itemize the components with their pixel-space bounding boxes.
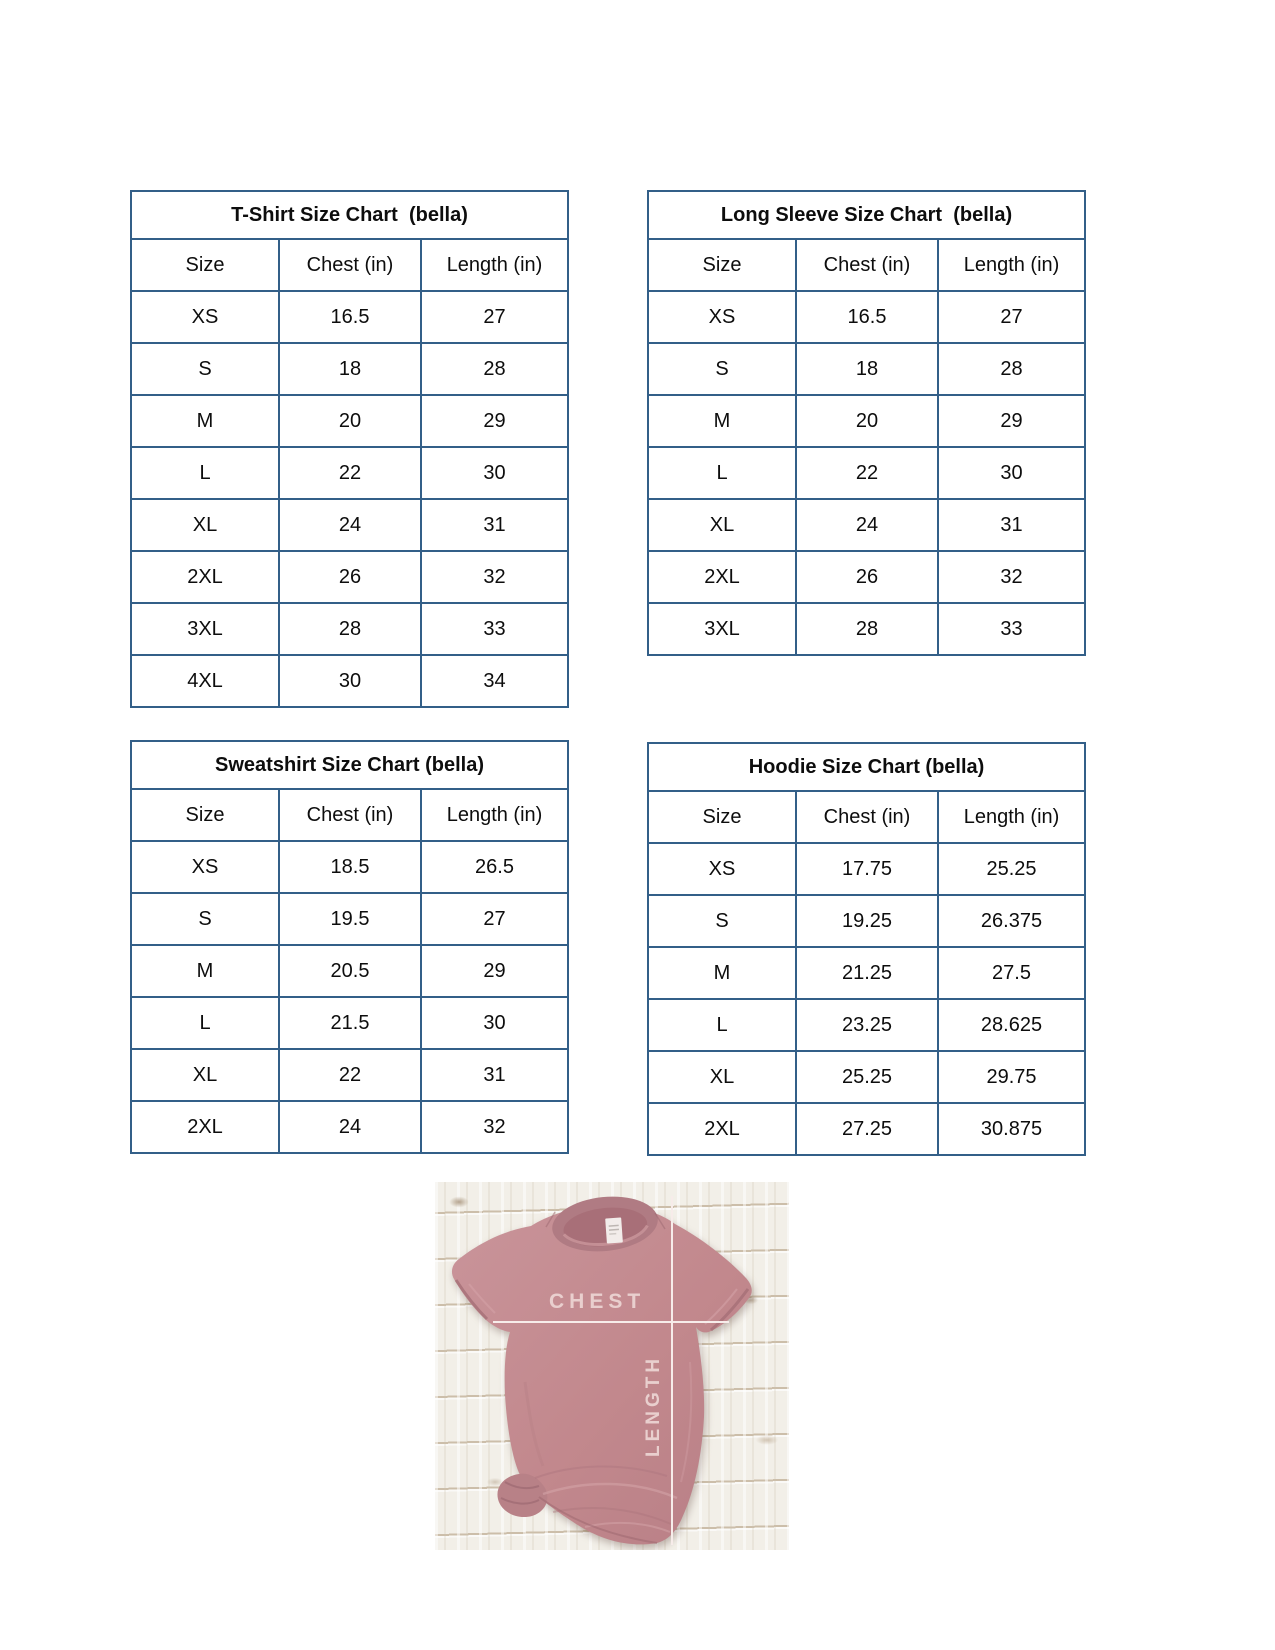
chest-cell: 19.25 — [796, 895, 938, 947]
table-row — [131, 291, 568, 343]
table-row — [131, 603, 568, 655]
chest-cell: 18.5 — [279, 841, 421, 893]
header-size: Size — [131, 789, 279, 841]
table-row — [131, 343, 568, 395]
length-cell: 31 — [938, 499, 1085, 551]
size-cell: XL — [648, 499, 796, 551]
table-title-row — [131, 191, 568, 239]
header-chest: Chest (in) — [796, 791, 938, 843]
header-chest: Chest (in) — [279, 239, 421, 291]
table-title: Sweatshirt Size Chart (bella) — [131, 741, 568, 789]
length-cell: 34 — [421, 655, 568, 707]
table-row — [131, 945, 568, 997]
table-row — [131, 1101, 568, 1153]
header-length: Length (in) — [938, 239, 1085, 291]
length-cell: 27 — [421, 893, 568, 945]
table-title-row — [648, 743, 1085, 791]
length-cell: 28 — [938, 343, 1085, 395]
chest-cell: 19.5 — [279, 893, 421, 945]
size-cell: XS — [131, 841, 279, 893]
length-cell: 32 — [421, 1101, 568, 1153]
size-cell: XS — [648, 843, 796, 895]
size-cell: 2XL — [648, 551, 796, 603]
table-title-row — [648, 191, 1085, 239]
tshirt-graphic — [435, 1182, 789, 1550]
size-cell: M — [648, 947, 796, 999]
length-cell: 27.5 — [938, 947, 1085, 999]
chest-cell: 22 — [279, 1049, 421, 1101]
table-row — [131, 997, 568, 1049]
chest-cell: 28 — [279, 603, 421, 655]
table-row — [131, 551, 568, 603]
length-cell: 25.25 — [938, 843, 1085, 895]
table-row — [648, 843, 1085, 895]
table-row — [131, 395, 568, 447]
table-row — [131, 893, 568, 945]
size-cell: 3XL — [648, 603, 796, 655]
tshirt-body — [452, 1205, 752, 1544]
hoodie-size-chart-table — [647, 742, 1086, 1156]
chest-cell: 24 — [279, 499, 421, 551]
length-label: LENGTH — [643, 1354, 664, 1457]
table-row — [648, 343, 1085, 395]
size-cell: XL — [131, 499, 279, 551]
longsleeve-size-chart-table — [647, 190, 1086, 656]
chest-cell: 25.25 — [796, 1051, 938, 1103]
table-row — [131, 841, 568, 893]
length-cell: 31 — [421, 1049, 568, 1101]
chest-cell: 20.5 — [279, 945, 421, 997]
size-cell: S — [131, 343, 279, 395]
chest-cell: 18 — [796, 343, 938, 395]
size-cell: S — [648, 895, 796, 947]
table-row — [131, 447, 568, 499]
size-cell: 3XL — [131, 603, 279, 655]
table-row — [648, 447, 1085, 499]
table-title: T-Shirt Size Chart (bella) — [131, 191, 568, 239]
table-row — [648, 947, 1085, 999]
chest-cell: 16.5 — [796, 291, 938, 343]
header-length: Length (in) — [421, 239, 568, 291]
table-row — [648, 895, 1085, 947]
tshirt-size-chart-table — [130, 190, 569, 708]
chest-cell: 22 — [796, 447, 938, 499]
length-cell: 28 — [421, 343, 568, 395]
length-cell: 30.875 — [938, 1103, 1085, 1155]
header-size: Size — [131, 239, 279, 291]
table-title-row — [131, 741, 568, 789]
chest-cell: 26 — [279, 551, 421, 603]
table-row — [648, 1051, 1085, 1103]
header-size: Size — [648, 239, 796, 291]
length-cell: 30 — [421, 447, 568, 499]
chest-cell: 23.25 — [796, 999, 938, 1051]
table-row — [131, 1049, 568, 1101]
chest-cell: 26 — [796, 551, 938, 603]
header-size: Size — [648, 791, 796, 843]
chest-cell: 30 — [279, 655, 421, 707]
size-cell: XS — [648, 291, 796, 343]
table-row — [648, 291, 1085, 343]
chest-cell: 20 — [279, 395, 421, 447]
size-cell: M — [131, 395, 279, 447]
header-length: Length (in) — [421, 789, 568, 841]
table-row — [131, 499, 568, 551]
table-title: Long Sleeve Size Chart (bella) — [648, 191, 1085, 239]
size-cell: L — [131, 997, 279, 1049]
table-row — [648, 551, 1085, 603]
size-cell: 2XL — [131, 1101, 279, 1153]
length-cell: 33 — [938, 603, 1085, 655]
length-cell: 26.5 — [421, 841, 568, 893]
header-chest: Chest (in) — [279, 789, 421, 841]
chest-cell: 20 — [796, 395, 938, 447]
tshirt-measurement-photo — [435, 1182, 789, 1550]
table-header-row — [648, 239, 1085, 291]
length-cell: 30 — [938, 447, 1085, 499]
table-row — [131, 655, 568, 707]
length-cell: 29 — [421, 945, 568, 997]
chest-label: CHEST — [549, 1290, 646, 1313]
size-cell: 2XL — [648, 1103, 796, 1155]
chest-cell: 27.25 — [796, 1103, 938, 1155]
size-cell: L — [648, 447, 796, 499]
length-cell: 27 — [421, 291, 568, 343]
size-cell: L — [648, 999, 796, 1051]
size-cell: 4XL — [131, 655, 279, 707]
size-cell: S — [648, 343, 796, 395]
length-cell: 29 — [421, 395, 568, 447]
table-row — [648, 999, 1085, 1051]
size-cell: M — [648, 395, 796, 447]
table-row — [648, 603, 1085, 655]
header-length: Length (in) — [938, 791, 1085, 843]
chest-cell: 22 — [279, 447, 421, 499]
size-cell: 2XL — [131, 551, 279, 603]
length-measurement-line — [671, 1196, 673, 1545]
length-cell: 32 — [421, 551, 568, 603]
sweatshirt-size-chart-table — [130, 740, 569, 1154]
length-cell: 27 — [938, 291, 1085, 343]
length-cell: 29 — [938, 395, 1085, 447]
size-cell: XL — [648, 1051, 796, 1103]
table-row — [648, 1103, 1085, 1155]
table-title: Hoodie Size Chart (bella) — [648, 743, 1085, 791]
size-cell: XS — [131, 291, 279, 343]
size-cell: M — [131, 945, 279, 997]
table-row — [648, 395, 1085, 447]
length-cell: 32 — [938, 551, 1085, 603]
chest-cell: 21.25 — [796, 947, 938, 999]
chest-cell: 24 — [279, 1101, 421, 1153]
table-header-row — [131, 239, 568, 291]
length-cell: 30 — [421, 997, 568, 1049]
chest-cell: 28 — [796, 603, 938, 655]
size-cell: S — [131, 893, 279, 945]
chest-cell: 16.5 — [279, 291, 421, 343]
table-header-row — [131, 789, 568, 841]
length-cell: 26.375 — [938, 895, 1085, 947]
length-cell: 31 — [421, 499, 568, 551]
chest-measurement-line — [493, 1321, 729, 1323]
brand-tag — [605, 1217, 623, 1243]
header-chest: Chest (in) — [796, 239, 938, 291]
size-cell: XL — [131, 1049, 279, 1101]
length-cell: 29.75 — [938, 1051, 1085, 1103]
table-row — [648, 499, 1085, 551]
table-header-row — [648, 791, 1085, 843]
chest-cell: 21.5 — [279, 997, 421, 1049]
chest-cell: 18 — [279, 343, 421, 395]
length-cell: 33 — [421, 603, 568, 655]
length-cell: 28.625 — [938, 999, 1085, 1051]
chest-cell: 17.75 — [796, 843, 938, 895]
size-cell: L — [131, 447, 279, 499]
chest-cell: 24 — [796, 499, 938, 551]
